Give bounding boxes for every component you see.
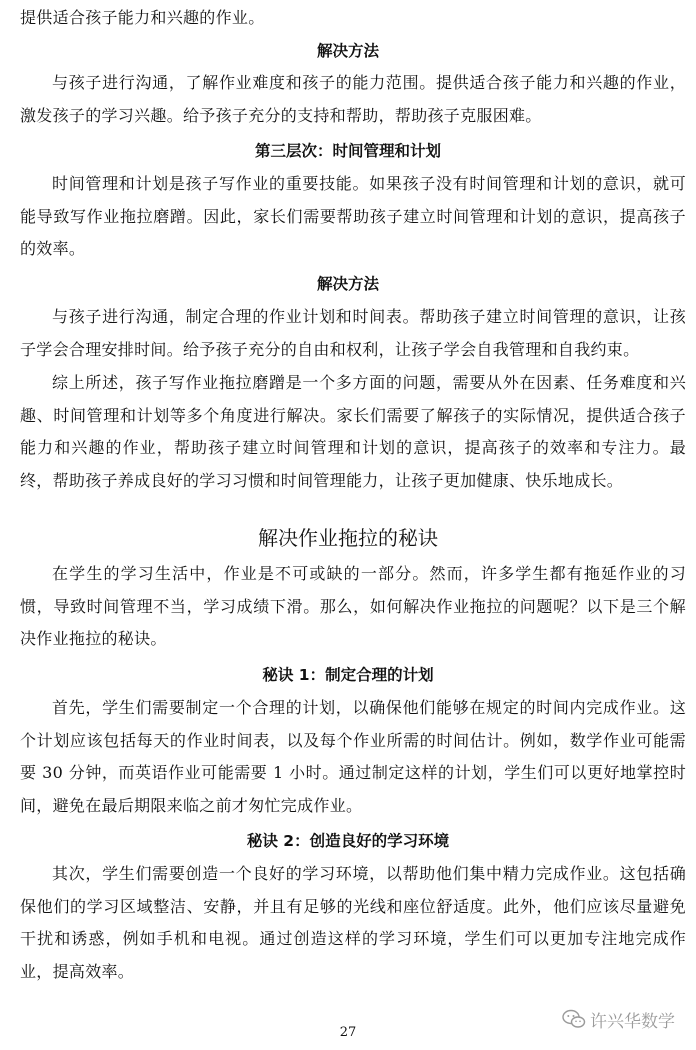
- level3-paragraph: 时间管理和计划是孩子写作业的重要技能。如果孩子没有时间管理和计划的意识，就可能导致写作业拖拉磨蹭。因此，家长们需要帮助孩子建立时间管理和计划的意识，提高孩子的效率。: [20, 174, 686, 258]
- secret2-heading: 秘诀 2：创造良好的学习环境: [246, 832, 450, 850]
- solution2-paragraph: 与孩子进行沟通，制定合理的作业计划和时间表。帮助孩子建立时间管理的意识，让孩子学会合理安排时间。给予孩子充分的自由和权利，让孩子学会自我管理和自我约束。: [20, 307, 686, 359]
- solution1-paragraph: 与孩子进行沟通，了解作业难度和孩子的能力范围。提供适合孩子能力和兴趣的作业，激发孩子的学习兴趣。给予孩子充分的支持和帮助，帮助孩子克服困难。: [20, 73, 686, 125]
- secret2-paragraph: 其次，学生们需要创造一个良好的学习环境，以帮助他们集中精力完成作业。这包括确保他们的学习区域整洁、安静，并且有足够的光线和座位舒适度。此外，他们应该尽量避免干扰和诱惑，例如手机和电视。通过创造这样的学习环境，学生们可以更加专注地完成作业，提高效率。: [20, 864, 686, 981]
- watermark-text: 许兴华数学: [590, 1011, 675, 1032]
- solution2-heading: 解决方法: [316, 275, 379, 293]
- intro-tail-paragraph: 提供适合孩子能力和兴趣的作业。: [20, 8, 265, 27]
- secret1-heading: 秘诀 1：制定合理的计划: [262, 666, 434, 684]
- level3-heading: 第三层次：时间管理和计划: [254, 142, 441, 160]
- solution1-heading: 解决方法: [316, 42, 379, 60]
- section-intro-paragraph: 在学生的学习生活中，作业是不可或缺的一部分。然而，许多学生都有拖延作业的习惯，导致时间管理不当，学习成绩下滑。那么，如何解决作业拖拉的问题呢？以下是三个解决作业拖拉的秘诀。: [20, 564, 686, 648]
- summary-paragraph: 综上所述，孩子写作业拖拉磨蹭是一个多方面的问题，需要从外在因素、任务难度和兴趣、时间管理和计划等多个角度进行解决。家长们需要了解孩子的实际情况，提供适合孩子能力和兴趣的作业，帮助孩子建立时间管理和计划的意识，提高孩子的效率和专注力。最终，帮助孩子养成良好的学习习惯和时间管理能力，让孩子更加健康、快乐地成长。: [20, 373, 686, 490]
- secret1-paragraph: 首先，学生们需要制定一个合理的计划，以确保他们能够在规定的时间内完成作业。这个计划应该包括每天的作业时间表，以及每个作业所需的时间估计。例如，数学作业可能需要 30 分钟，而英语作业可能需要 1 小时。通过制定这样的计划，学生们可以更好地掌控时间，避免在最后期限来临之前才匆忙完成作业。: [20, 698, 686, 815]
- section-title: 解决作业拖拉的秘诀: [258, 526, 438, 550]
- page-number: 27: [339, 1025, 357, 1040]
